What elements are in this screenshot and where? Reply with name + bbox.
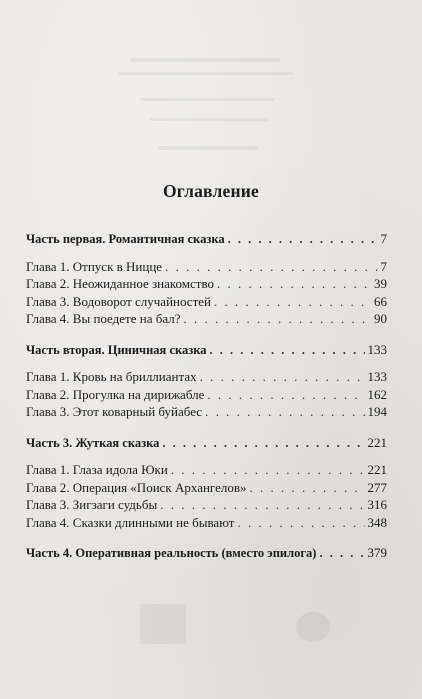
toc-part-entry[interactable] <box>26 341 387 359</box>
bleed-through-mark <box>296 612 330 642</box>
dot-leader <box>207 386 364 404</box>
dot-leader <box>237 514 364 532</box>
toc-chapter-entry-page-number: 277 <box>367 479 387 495</box>
dot-leader <box>210 342 365 360</box>
toc-part-entry-page-number: 379 <box>367 545 387 560</box>
toc-chapter-entry-label: Глава 3. Зигзаги судьбы <box>26 497 158 512</box>
section-spacer <box>26 531 387 544</box>
toc-chapter-entry-page-number: 133 <box>367 369 387 384</box>
section-spacer <box>26 328 387 341</box>
bleed-through-mark <box>150 118 268 121</box>
dot-leader <box>217 275 371 293</box>
toc-chapter-entry-label: Глава 3. Водоворот случайностей <box>26 293 211 309</box>
dot-leader <box>250 479 365 497</box>
toc-chapter-entry-page-number: 7 <box>380 258 387 274</box>
toc-part-entry-page-number: 221 <box>367 434 387 450</box>
toc-part-entry-label: Часть 3. Жуткая сказка <box>26 435 160 450</box>
toc-chapter-entry-label: Глава 2. Неожиданное знакомство <box>26 276 215 291</box>
toc-chapter-entry-page-number: 39 <box>374 276 387 291</box>
toc-chapter-entry[interactable] <box>26 479 387 497</box>
dot-leader <box>160 496 364 514</box>
dot-leader <box>165 258 377 276</box>
dot-leader <box>162 435 364 453</box>
toc-part-entry[interactable] <box>26 434 387 452</box>
toc-chapter-entry-label: Глава 4. Вы поедете на бал? <box>26 311 181 326</box>
toc-chapter-entry[interactable] <box>26 368 387 386</box>
toc-chapter-entry[interactable] <box>26 293 387 311</box>
toc-chapter-entry-label: Глава 4. Сказки длинными не бывают <box>26 514 235 530</box>
toc-part-entry-label: Часть вторая. Циничная сказка <box>26 342 207 357</box>
toc-part-entry-page-number: 133 <box>367 341 387 357</box>
toc-chapter-entry[interactable] <box>26 403 387 421</box>
toc-chapter-entry-label: Глава 1. Отпуск в Ницце <box>26 258 163 274</box>
toc-part-entry-page-number: 7 <box>380 231 387 246</box>
part-spacer <box>26 451 387 461</box>
dot-leader <box>171 461 365 479</box>
part-spacer <box>26 358 387 368</box>
toc-chapter-entry[interactable] <box>26 310 387 328</box>
toc-chapter-entry-label: Глава 3. Этот коварный буйабес <box>26 404 203 419</box>
table-of-contents <box>26 230 387 562</box>
dot-leader <box>183 310 371 328</box>
toc-chapter-entry-label: Глава 2. Операция «Поиск Архангелов» <box>26 479 247 495</box>
toc-chapter-entry[interactable] <box>26 386 387 404</box>
part-spacer <box>26 248 387 258</box>
toc-chapter-entry-page-number: 90 <box>374 311 387 326</box>
bleed-through-mark <box>140 604 186 644</box>
toc-part-entry[interactable] <box>26 544 387 562</box>
toc-chapter-entry[interactable] <box>26 514 387 532</box>
bleed-through-mark <box>118 72 293 75</box>
toc-chapter-entry-page-number: 66 <box>374 293 387 309</box>
toc-chapter-entry[interactable] <box>26 496 387 514</box>
toc-chapter-entry-page-number: 221 <box>367 462 387 477</box>
toc-chapter-entry-label: Глава 1. Глаза идола Юки <box>26 462 168 477</box>
dot-leader <box>205 403 364 421</box>
dot-leader <box>319 545 364 563</box>
dot-leader <box>214 293 371 311</box>
bleed-through-mark <box>130 58 280 62</box>
section-spacer <box>26 421 387 434</box>
dot-leader <box>200 368 365 386</box>
toc-chapter-entry[interactable] <box>26 258 387 276</box>
bleed-through-mark <box>158 146 258 150</box>
toc-chapter-entry[interactable] <box>26 275 387 293</box>
toc-chapter-entry-label: Глава 1. Кровь на бриллиантах <box>26 369 197 384</box>
toc-chapter-entry-page-number: 162 <box>367 386 387 402</box>
toc-part-entry-label: Часть 4. Оперативная реальность (вместо эпилога) <box>26 546 317 560</box>
toc-chapter-entry[interactable] <box>26 461 387 479</box>
toc-chapter-entry-page-number: 348 <box>367 514 387 530</box>
toc-chapter-entry-label: Глава 2. Прогулка на дирижабле <box>26 386 205 402</box>
toc-title: Оглавление <box>163 181 259 201</box>
toc-part-entry-label: Часть первая. Романтичная сказка <box>26 232 225 246</box>
bleed-through-mark <box>140 98 275 101</box>
toc-chapter-entry-page-number: 194 <box>367 404 387 419</box>
toc-part-entry[interactable] <box>26 230 387 248</box>
toc-chapter-entry-page-number: 316 <box>367 497 387 512</box>
dot-leader <box>228 231 378 249</box>
